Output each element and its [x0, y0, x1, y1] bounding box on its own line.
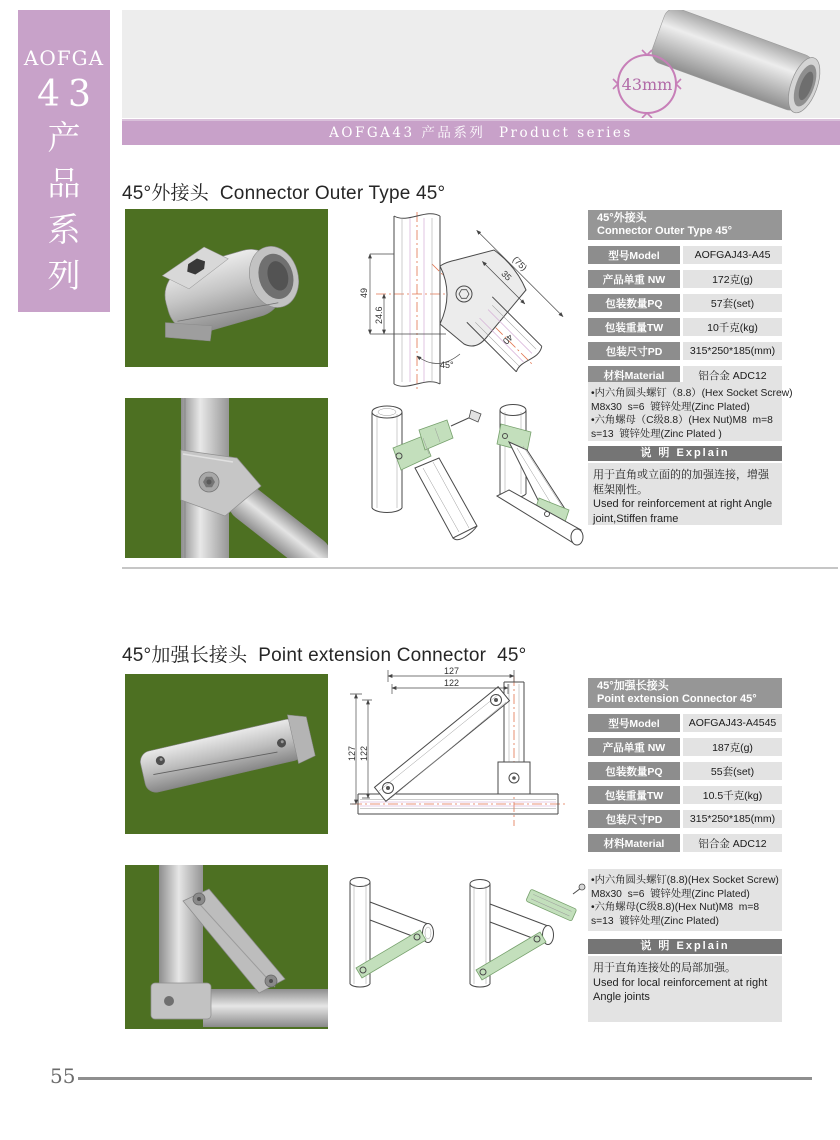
dim-angle-label: 45° — [440, 360, 454, 370]
row-label: 包装尺寸PD — [588, 342, 680, 360]
table-row — [588, 714, 782, 732]
brace-assembly-drawing — [330, 872, 586, 1007]
row-label: 包装数量PQ — [588, 294, 680, 312]
dim-left-inner: 122 — [359, 745, 369, 761]
spec-table-header — [588, 678, 782, 708]
product1-photo-assembled — [125, 398, 328, 558]
product2-explain-header: 说 明 Explain — [588, 939, 782, 954]
tube-diameter-label: 43mm — [621, 75, 673, 94]
series-char-2: 品 — [47, 164, 81, 203]
row-label: 材料Material — [588, 834, 680, 852]
extension-connector-photo — [125, 674, 328, 834]
table-row — [588, 786, 782, 804]
row-value: 铝合金 ADC12 — [683, 366, 782, 384]
row-label: 产品单重 NW — [588, 270, 680, 288]
footer-rule — [78, 1077, 812, 1080]
series-sidebar — [18, 10, 110, 312]
brand-text: AOFGA — [23, 46, 105, 70]
product2-hardware-notes — [588, 869, 782, 931]
row-label: 包装尺寸PD — [588, 810, 680, 828]
product2-dimension-drawing — [346, 666, 571, 834]
connector-45-photo — [125, 209, 328, 367]
note-line: s=13 镀锌处理(Zinc Plated) — [591, 915, 719, 927]
note-line: •六角螺母（C级8.8）(Hex Nut)M8 m=8 — [591, 415, 773, 427]
series-char-4: 列 — [47, 256, 81, 295]
row-value: 铝合金 ADC12 — [683, 834, 782, 852]
product1-assembly-drawing — [335, 396, 585, 564]
banner-title-bar — [122, 119, 840, 145]
banner — [122, 10, 840, 118]
note-line: •内六角圆头螺钉（8.8）(Hex Socket Screw) — [591, 388, 793, 399]
spec-header-en: Point extension Connector 45° — [597, 693, 757, 705]
row-value: 55套(set) — [683, 762, 782, 780]
product2-title: 45°加强长接头 Point extension Connector 45° — [122, 645, 527, 666]
row-value: 10.5千克(kg) — [683, 786, 782, 804]
product2-photo-assembled — [125, 865, 328, 1029]
row-label: 材料Material — [588, 366, 680, 384]
table-row — [588, 762, 782, 780]
row-label: 型号Model — [588, 246, 680, 264]
dim-tube-label: 40 — [500, 332, 515, 347]
banner-title: AOFGA43 产品系列 Product series — [329, 125, 633, 141]
exploded-view — [372, 406, 481, 540]
series-char-1: 产 — [47, 118, 81, 157]
explain-line: Used for reinforcement at right Angle — [593, 498, 773, 510]
dim-left-outer: 127 — [347, 745, 357, 761]
spec-header-zh: 45°外接头 — [597, 212, 647, 224]
product1-dimension-drawing — [336, 206, 578, 394]
note-line: •内六角圆头螺钉(8.8)(Hex Socket Screw) — [591, 875, 779, 886]
table-row — [588, 738, 782, 756]
row-label: 产品单重 NW — [588, 738, 680, 756]
product2-spec-table — [588, 678, 782, 852]
dim-top-outer: 127 — [444, 666, 460, 676]
note-line: s=13 镀锌处理(Zinc Plated ) — [591, 428, 722, 440]
row-value: 57套(set) — [683, 294, 782, 312]
aluminum-tube-image — [649, 10, 827, 117]
spec-header-en: Connector Outer Type 45° — [597, 225, 732, 237]
explain-line: 框架刚性。 — [593, 483, 648, 496]
explain-line: joint,Stiffen frame — [593, 512, 679, 525]
table-row — [588, 270, 782, 288]
page-number: 55 — [50, 1064, 76, 1088]
explain-line: Used for local reinforcement at right — [593, 976, 768, 989]
product2-photo-part — [125, 674, 328, 834]
row-value: 172克(g) — [683, 270, 782, 288]
row-label: 型号Model — [588, 714, 680, 732]
row-label: 包装重量TW — [588, 318, 680, 336]
product1-explain-body — [588, 463, 782, 525]
series-char-3: 系 — [47, 210, 81, 249]
joint-45-photo — [125, 398, 328, 558]
product1-photo-part — [125, 209, 328, 367]
note-line: •六角螺母(C级8.8)(Hex Nut)M8 m=8 — [591, 902, 760, 914]
dimension-drawing-brace — [346, 666, 571, 834]
dim-offset-label: 24.6 — [374, 306, 384, 324]
explain-line: 用于直角连接处的局部加强。 — [593, 962, 736, 974]
row-label: 包装重量TW — [588, 786, 680, 804]
spec-table-header — [588, 210, 782, 240]
note-line: M8x30 s=6 镀锌处理(Zinc Plated) — [591, 401, 750, 413]
spec-header-zh: 45°加强长接头 — [597, 680, 669, 692]
explain-line: Angle joints — [593, 991, 650, 1003]
table-row — [588, 834, 782, 852]
table-row — [588, 246, 782, 264]
dim-width-label: 35 — [499, 268, 514, 283]
dim-overall-label: (75) — [510, 254, 530, 273]
table-row — [588, 294, 782, 312]
table-row — [588, 810, 782, 828]
assembled-view — [497, 405, 583, 546]
product1-explain-header: 说 明 Explain — [588, 446, 782, 461]
row-value: 315*250*185(mm) — [683, 810, 782, 828]
product1-spec-table — [588, 210, 782, 384]
note-line: M8x30 s=6 镀锌处理(Zinc Plated) — [591, 888, 750, 900]
brace-joint-photo — [125, 865, 328, 1029]
exploded-view — [470, 880, 585, 988]
product1-title: 45°外接头 Connector Outer Type 45° — [122, 183, 446, 204]
section-divider — [122, 567, 838, 569]
row-value: AOFGAJ43-A4545 — [683, 714, 782, 732]
product1-hardware-notes — [588, 382, 793, 441]
product2-explain-body — [588, 956, 782, 1022]
dim-top-inner: 122 — [444, 678, 460, 688]
table-row — [588, 342, 782, 360]
banner-graphic — [122, 10, 840, 118]
dim-height-label: 49 — [359, 287, 369, 298]
assembled-view — [350, 878, 434, 988]
exploded-assembly-45 — [335, 396, 585, 564]
table-row — [588, 318, 782, 336]
row-label: 包装数量PQ — [588, 762, 680, 780]
row-value: 187克(g) — [683, 738, 782, 756]
row-value: 315*250*185(mm) — [683, 342, 782, 360]
dimension-drawing-45 — [336, 206, 578, 394]
tube-size-text: 43 — [37, 74, 99, 115]
row-value: AOFGAJ43-A45 — [683, 246, 782, 264]
product2-assembly-drawing — [330, 872, 586, 1007]
row-value: 10千克(kg) — [683, 318, 782, 336]
explain-line: 用于直角或立面的的加强连接，增强 — [593, 469, 769, 481]
